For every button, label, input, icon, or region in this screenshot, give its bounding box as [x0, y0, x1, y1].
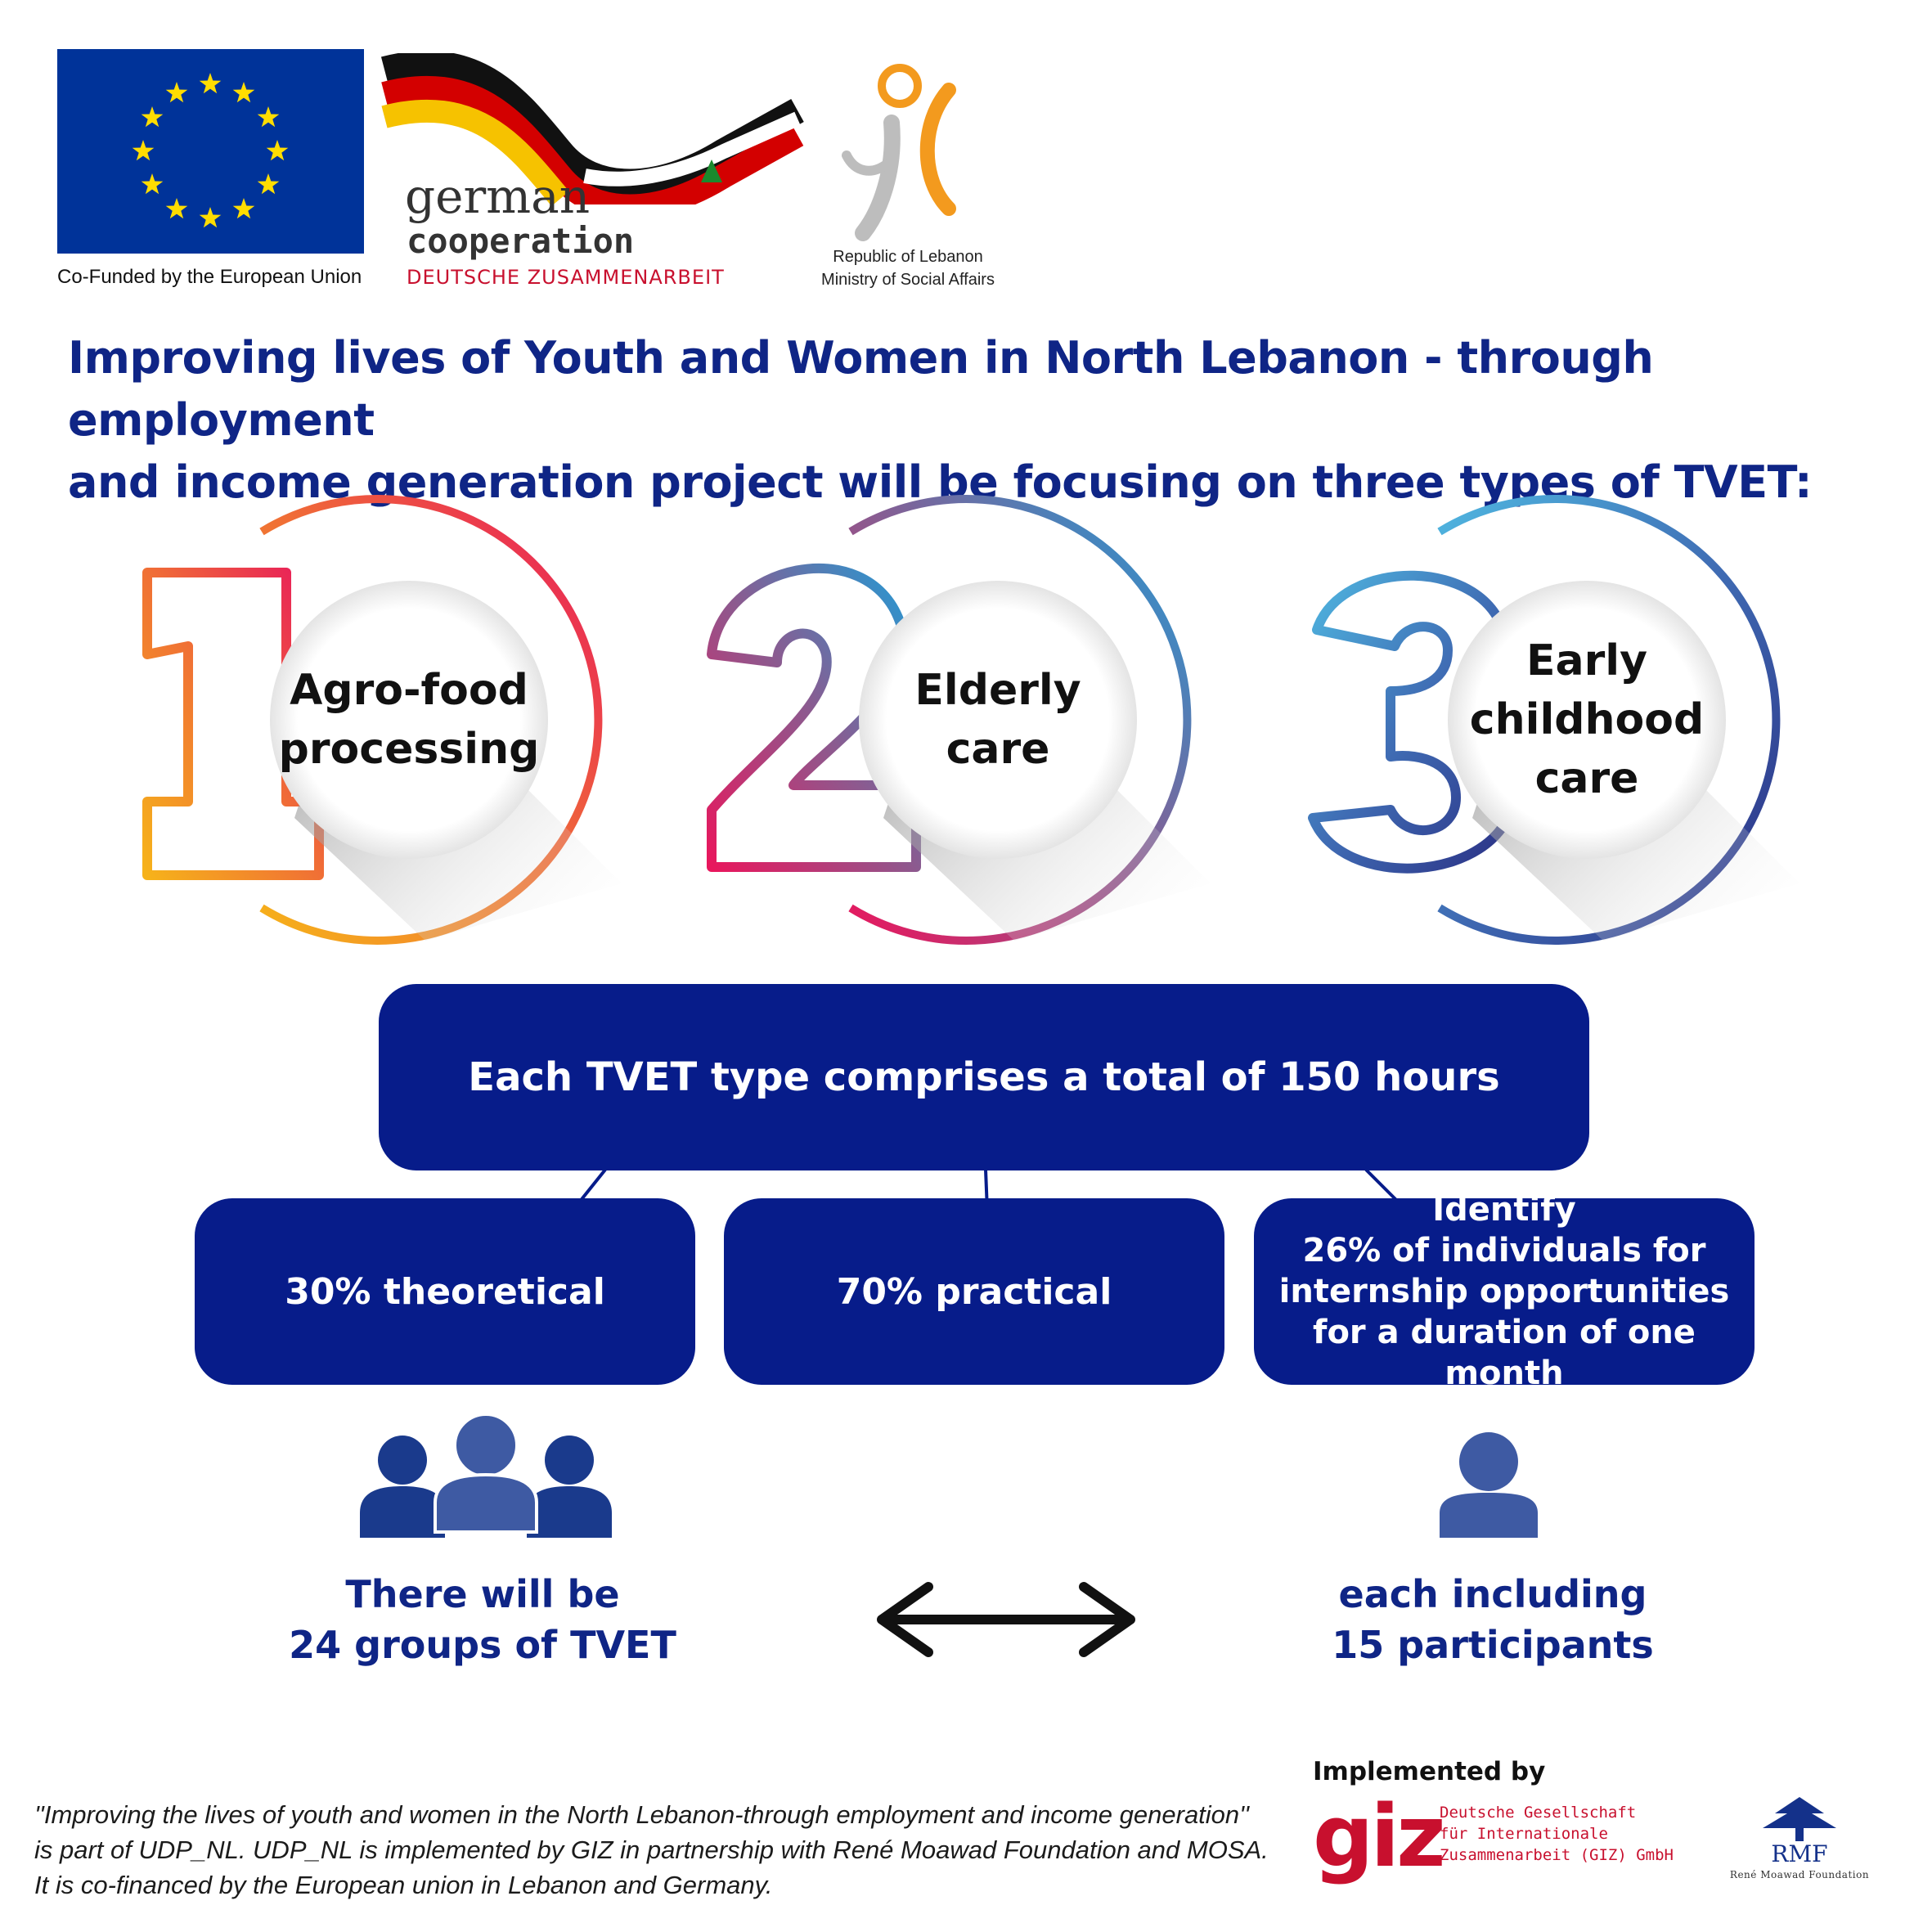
total-hours-box: Each TVET type comprises a total of 150 hours	[379, 984, 1589, 1170]
german-line2: cooperation	[407, 221, 635, 261]
participants-text	[1247, 1569, 1738, 1670]
theoretical-box: 30% theoretical	[195, 1198, 695, 1385]
title-line1: Improving lives of Youth and Women in North Lebanon - through employment	[68, 332, 1654, 446]
tvet-label-2-line2: care	[946, 725, 1050, 774]
internship-line3: internship opportunities	[1278, 1273, 1730, 1310]
participants-line1: each including	[1338, 1572, 1647, 1616]
eu-caption: Co-Funded by the European Union	[57, 266, 362, 288]
mosa-line2: Ministry of Social Affairs	[821, 271, 995, 289]
footnote-line3: It is co-financed by the European union in Lebanon and Germany.	[34, 1871, 773, 1899]
eu-flag-logo	[57, 49, 364, 254]
tvet-label-1-line2: processing	[278, 725, 540, 774]
double-arrow-icon	[867, 1575, 1145, 1665]
internship-line1: Identify	[1432, 1191, 1576, 1229]
mosa-caption	[785, 245, 1031, 291]
tvet-label-2-line1: Elderly	[914, 666, 1081, 715]
footnote-line1: ''Improving the lives of youth and women in the North Lebanon-through employment and income generation''	[34, 1800, 1250, 1829]
implemented-by-label: Implemented by	[1313, 1757, 1546, 1786]
footnote	[34, 1797, 1310, 1903]
groups-count-text	[237, 1569, 728, 1670]
giz-line3: Zusammenarbeit (GIZ) GmbH	[1440, 1846, 1674, 1864]
footnote-line2: is part of UDP_NL. UDP_NL is implemented by GIZ in partnership with René Moawad Foundation and MOSA.	[34, 1835, 1269, 1864]
giz-name	[1440, 1802, 1674, 1866]
title-line2: and income generation project will be focusing on three types of TVET:	[68, 456, 1813, 508]
tvet-label-3	[1448, 581, 1726, 859]
internship-line2: 26% of individuals for	[1302, 1232, 1706, 1269]
mosa-line1: Republic of Lebanon	[833, 248, 983, 266]
practical-box: 70% practical	[724, 1198, 1224, 1385]
tvet-label-3-line3: care	[1534, 754, 1639, 803]
german-line1: german	[405, 168, 591, 224]
participants-line2: 15 participants	[1332, 1623, 1654, 1667]
single-person-icon	[1436, 1427, 1542, 1542]
rmf-name: René Moawad Foundation	[1729, 1869, 1870, 1880]
groups-line2: 24 groups of TVET	[289, 1623, 676, 1667]
german-line3: DEUTSCHE ZUSAMMENARBEIT	[407, 266, 725, 289]
giz-line2: für Internationale	[1440, 1825, 1608, 1843]
tvet-label-2	[859, 581, 1137, 859]
group-people-icon	[360, 1411, 613, 1542]
tvet-label-3-line2: childhood	[1469, 695, 1705, 744]
mosa-logo	[830, 57, 973, 245]
tvet-label-1-line1: Agro-food	[290, 666, 528, 715]
rmf-mark: RMF	[1771, 1840, 1828, 1867]
rmf-cedar-icon	[1755, 1795, 1844, 1844]
giz-line1: Deutsche Gesellschaft	[1440, 1804, 1637, 1822]
giz-logo: giz	[1313, 1786, 1443, 1886]
internship-box	[1254, 1191, 1755, 1392]
tvet-label-3-line1: Early	[1526, 636, 1647, 685]
tvet-label-1	[270, 581, 548, 859]
groups-line1: There will be	[345, 1572, 620, 1616]
internship-line4: for a duration of one month	[1313, 1314, 1696, 1392]
